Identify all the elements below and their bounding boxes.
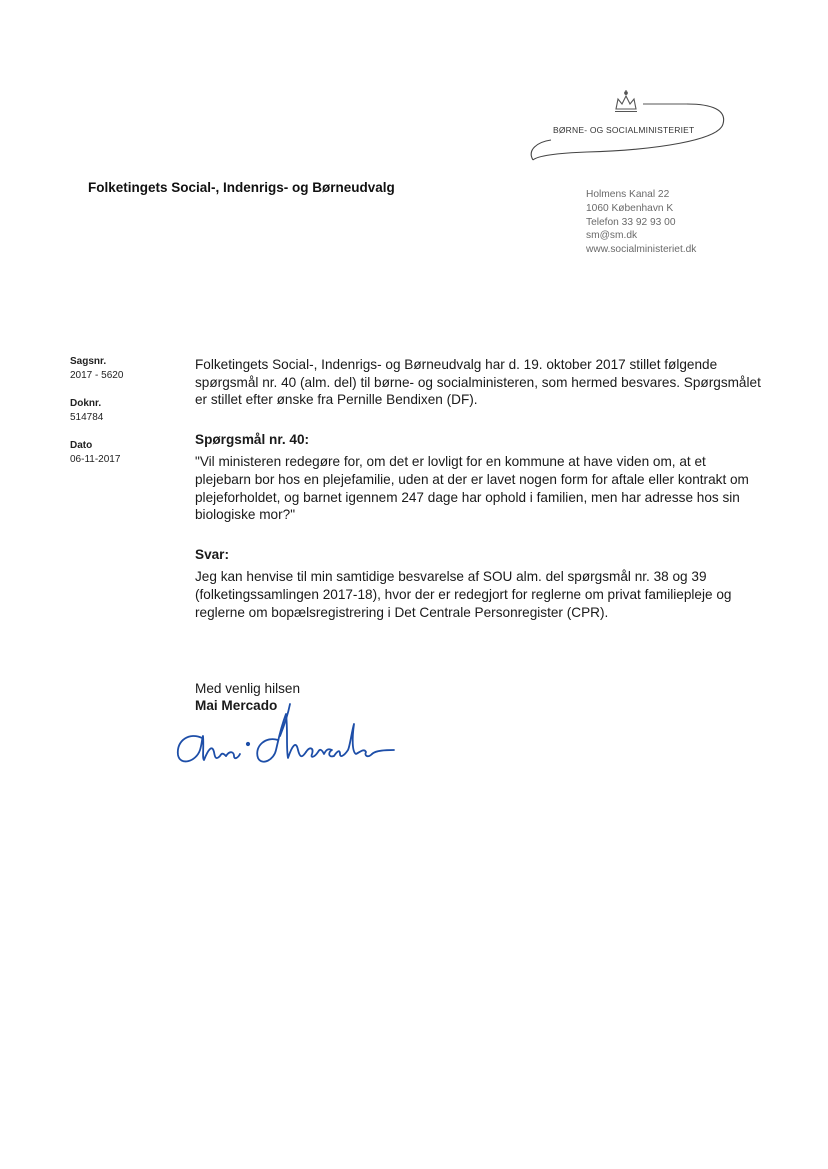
address-web: www.socialministeriet.dk	[586, 244, 697, 256]
crown-icon	[615, 90, 637, 112]
sender-name: Mai Mercado	[195, 698, 278, 713]
ministry-logo	[527, 90, 729, 162]
doknr-label: Doknr.	[70, 398, 102, 409]
letter-body	[195, 356, 765, 621]
case-meta	[70, 355, 123, 481]
doknr-value: 514784	[70, 412, 104, 423]
question-paragraph: "Vil ministeren redegøre for, om det er lovligt for en kommune at have viden om, at et plejebarn bor hos en plejefamilie, uden at der er lavet nogen form for aftale eller kontrakt om plejeforholdet, og barnet igennem 247 dage har ophold i familien, men har adresse hos sin biologiske mor?"	[195, 454, 749, 523]
doknr-block	[70, 397, 123, 425]
sagsnr-block	[70, 355, 123, 383]
dato-block	[70, 439, 123, 467]
sagsnr-value: 2017 - 5620	[70, 370, 124, 381]
address-city: 1060 København K	[586, 202, 674, 214]
address-street: Holmens Kanal 22	[586, 189, 670, 200]
address-phone: Telefon 33 92 93 00	[586, 216, 676, 228]
address-email: sm@sm.dk	[586, 230, 638, 242]
question-heading: Spørgsmål nr. 40:	[195, 431, 310, 447]
sagsnr-label: Sagsnr.	[70, 356, 107, 367]
greeting: Med venlig hilsen	[195, 681, 301, 696]
answer-heading: Svar:	[195, 546, 230, 562]
recipient: Folketingets Social-, Indenrigs- og Børneudvalg	[88, 180, 395, 195]
signature	[168, 700, 398, 772]
intro-paragraph: Folketingets Social-, Indenrigs- og Børneudvalg har d. 19. oktober 2017 stillet følgende spørgsmål nr. 40 (alm. del) til børne- og socialministeren, som hermed besvares. Spørgsmålet er stillet efter ønske fra Pernille Bendixen (DF).	[195, 357, 761, 408]
logo-text: BØRNE- OG SOCIALMINISTERIET	[553, 125, 695, 135]
dato-value: 06-11-2017	[70, 454, 121, 465]
answer-paragraph: Jeg kan henvise til min samtidige besvarelse af SOU alm. del spørgsmål nr. 38 og 39 (folketingssamlingen 2017-18), hvor der er redegjort for reglerne om privat familiepleje og reglerne om bopælsregistrering i Det Centrale Personregister (CPR).	[195, 569, 732, 620]
ministry-address	[586, 188, 696, 257]
dato-label: Dato	[70, 440, 93, 451]
